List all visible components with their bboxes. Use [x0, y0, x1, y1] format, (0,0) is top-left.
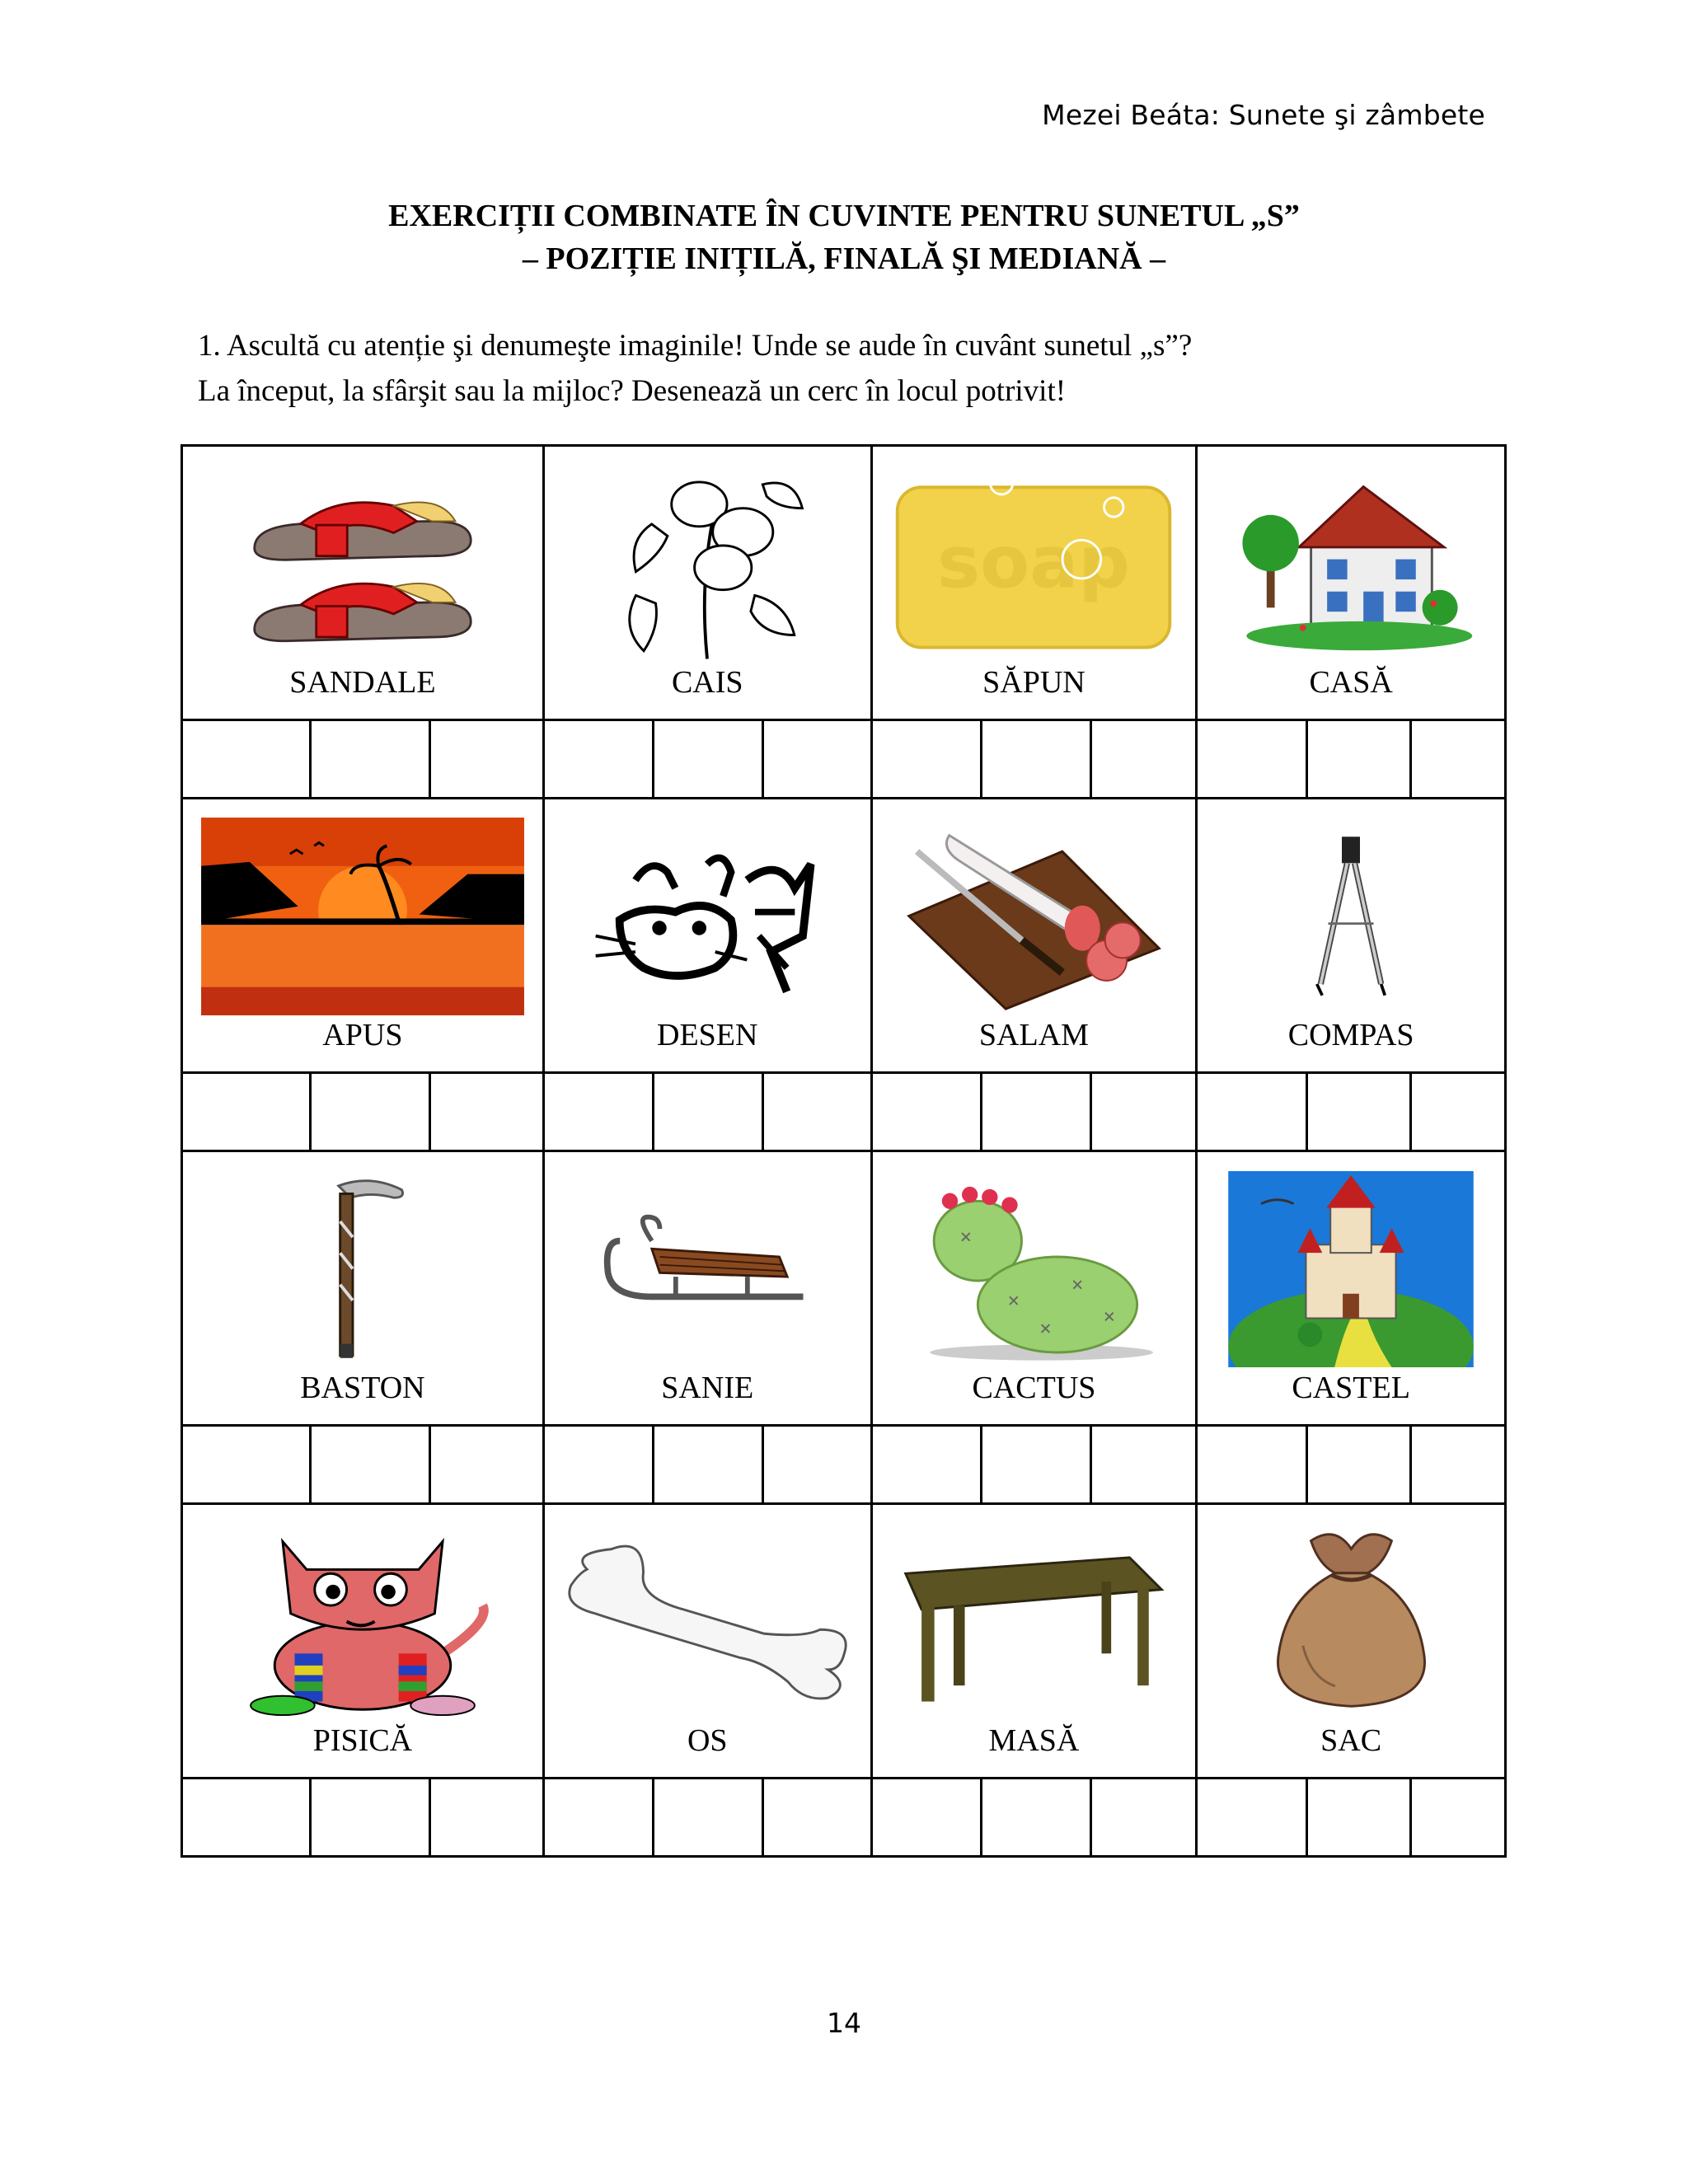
- cell-desen: [543, 799, 871, 1073]
- exercise-subtitle: – POZIȚIE INIȚILĂ, FINALĂ ŞI MEDIANĂ –: [522, 241, 1166, 276]
- cell-os: [543, 1504, 871, 1779]
- word-cais: CAIS: [671, 665, 743, 700]
- position-box-castel-middle[interactable]: [1306, 1426, 1411, 1504]
- cell-pisica: [182, 1504, 544, 1779]
- drawing-icon: [545, 806, 870, 1026]
- house-icon: [1198, 453, 1504, 673]
- cell-sanie: [543, 1151, 871, 1426]
- sandals-icon: [183, 453, 542, 673]
- instruction-line-2: La început, la sfârşit sau la mijloc? Desenează un cerc în locul potrivit!: [198, 374, 1067, 408]
- page-number: 14: [827, 2007, 861, 2039]
- position-box-cactus-final[interactable]: [1090, 1426, 1197, 1504]
- position-box-baston-initial[interactable]: [182, 1426, 311, 1504]
- position-box-sapun-final[interactable]: [1090, 720, 1197, 799]
- cell-castel: [1197, 1151, 1506, 1426]
- position-box-masa-initial[interactable]: [871, 1779, 982, 1857]
- position-box-cais-final[interactable]: [763, 720, 872, 799]
- word-castel: CASTEL: [1292, 1371, 1410, 1405]
- position-box-masa-middle[interactable]: [982, 1779, 1091, 1857]
- position-box-casa-middle[interactable]: [1306, 720, 1411, 799]
- position-box-sac-middle[interactable]: [1306, 1779, 1411, 1857]
- header-author-title: Mezei Beáta: Sunete şi zâmbete: [1042, 99, 1485, 131]
- position-box-sapun-initial[interactable]: [871, 720, 982, 799]
- walking-stick-icon: [183, 1159, 542, 1379]
- word-casa: CASĂ: [1309, 665, 1393, 700]
- cell-casa: [1197, 446, 1506, 720]
- position-box-sac-final[interactable]: [1411, 1779, 1506, 1857]
- position-box-desen-initial[interactable]: [543, 1073, 654, 1151]
- position-box-pisica-final[interactable]: [430, 1779, 544, 1857]
- word-desen: DESEN: [657, 1018, 758, 1052]
- cell-salam: [871, 799, 1197, 1073]
- position-box-pisica-initial[interactable]: [182, 1779, 311, 1857]
- word-sapun: SĂPUN: [982, 665, 1085, 700]
- position-box-castel-initial[interactable]: [1197, 1426, 1307, 1504]
- position-box-baston-middle[interactable]: [310, 1426, 430, 1504]
- position-box-compas-middle[interactable]: [1306, 1073, 1411, 1151]
- exercise-grid: [181, 444, 1507, 1858]
- position-box-sandale-middle[interactable]: [310, 720, 430, 799]
- position-box-apus-final[interactable]: [430, 1073, 544, 1151]
- word-cactus: CACTUS: [972, 1371, 1096, 1405]
- position-box-salam-middle[interactable]: [982, 1073, 1091, 1151]
- cell-sandale: [182, 446, 544, 720]
- cell-cactus: [871, 1151, 1197, 1426]
- apricot-branch-icon: [545, 453, 870, 673]
- sunset-icon: [183, 806, 542, 1026]
- position-box-pisica-middle[interactable]: [310, 1779, 430, 1857]
- castle-icon: [1198, 1159, 1504, 1379]
- word-sanie: SANIE: [661, 1371, 754, 1405]
- position-box-apus-initial[interactable]: [182, 1073, 311, 1151]
- word-compas: COMPAS: [1287, 1018, 1414, 1052]
- position-box-sapun-middle[interactable]: [982, 720, 1091, 799]
- position-box-os-initial[interactable]: [543, 1779, 654, 1857]
- position-box-sanie-initial[interactable]: [543, 1426, 654, 1504]
- bone-icon: [545, 1511, 870, 1732]
- position-box-sandale-final[interactable]: [430, 720, 544, 799]
- cell-compas: [1197, 799, 1506, 1073]
- position-box-os-middle[interactable]: [654, 1779, 763, 1857]
- position-box-apus-middle[interactable]: [310, 1073, 430, 1151]
- position-box-cactus-initial[interactable]: [871, 1426, 982, 1504]
- position-box-cais-middle[interactable]: [654, 720, 763, 799]
- word-sandale: SANDALE: [289, 665, 436, 700]
- position-box-baston-final[interactable]: [430, 1426, 544, 1504]
- sled-icon: [545, 1159, 870, 1379]
- position-box-desen-middle[interactable]: [654, 1073, 763, 1151]
- position-box-casa-final[interactable]: [1411, 720, 1506, 799]
- word-salam: SALAM: [978, 1018, 1089, 1052]
- word-os: OS: [687, 1723, 728, 1758]
- cell-baston: [182, 1151, 544, 1426]
- sack-icon: [1198, 1511, 1504, 1732]
- position-box-masa-final[interactable]: [1090, 1779, 1197, 1857]
- word-sac: SAC: [1320, 1723, 1382, 1758]
- position-box-salam-final[interactable]: [1090, 1073, 1197, 1151]
- word-apus: APUS: [322, 1018, 403, 1052]
- compass-tool-icon: [1198, 806, 1504, 1026]
- position-box-sanie-final[interactable]: [763, 1426, 872, 1504]
- position-box-salam-initial[interactable]: [871, 1073, 982, 1151]
- cell-cais: [543, 446, 871, 720]
- position-box-sac-initial[interactable]: [1197, 1779, 1307, 1857]
- word-masa: MASĂ: [988, 1723, 1080, 1758]
- position-box-cactus-middle[interactable]: [982, 1426, 1091, 1504]
- position-box-sanie-middle[interactable]: [654, 1426, 763, 1504]
- cell-apus: [182, 799, 544, 1073]
- cell-sapun: [871, 446, 1197, 720]
- salami-icon: [873, 806, 1196, 1026]
- soap-label: soap: [937, 520, 1131, 605]
- position-box-cais-initial[interactable]: [543, 720, 654, 799]
- position-box-castel-final[interactable]: [1411, 1426, 1506, 1504]
- soap-icon: [873, 453, 1196, 673]
- word-pisica: PISICĂ: [312, 1723, 413, 1758]
- position-box-desen-final[interactable]: [763, 1073, 872, 1151]
- table-icon: [873, 1511, 1196, 1732]
- exercise-title: EXERCIȚII COMBINATE ÎN CUVINTE PENTRU SUNETUL „S”: [388, 199, 1300, 233]
- cell-masa: [871, 1504, 1197, 1779]
- position-box-os-final[interactable]: [763, 1779, 872, 1857]
- cell-sac: [1197, 1504, 1506, 1779]
- cactus-icon: [873, 1159, 1196, 1379]
- position-box-sandale-initial[interactable]: [182, 720, 311, 799]
- word-baston: BASTON: [300, 1371, 425, 1405]
- position-box-casa-initial[interactable]: [1197, 720, 1307, 799]
- position-box-compas-initial[interactable]: [1197, 1073, 1307, 1151]
- cat-icon: [183, 1511, 542, 1732]
- instruction-line-1: 1. Ascultă cu atenție şi denumeşte imaginile! Unde se aude în cuvânt sunetul „s”?: [198, 329, 1193, 363]
- position-box-compas-final[interactable]: [1411, 1073, 1506, 1151]
